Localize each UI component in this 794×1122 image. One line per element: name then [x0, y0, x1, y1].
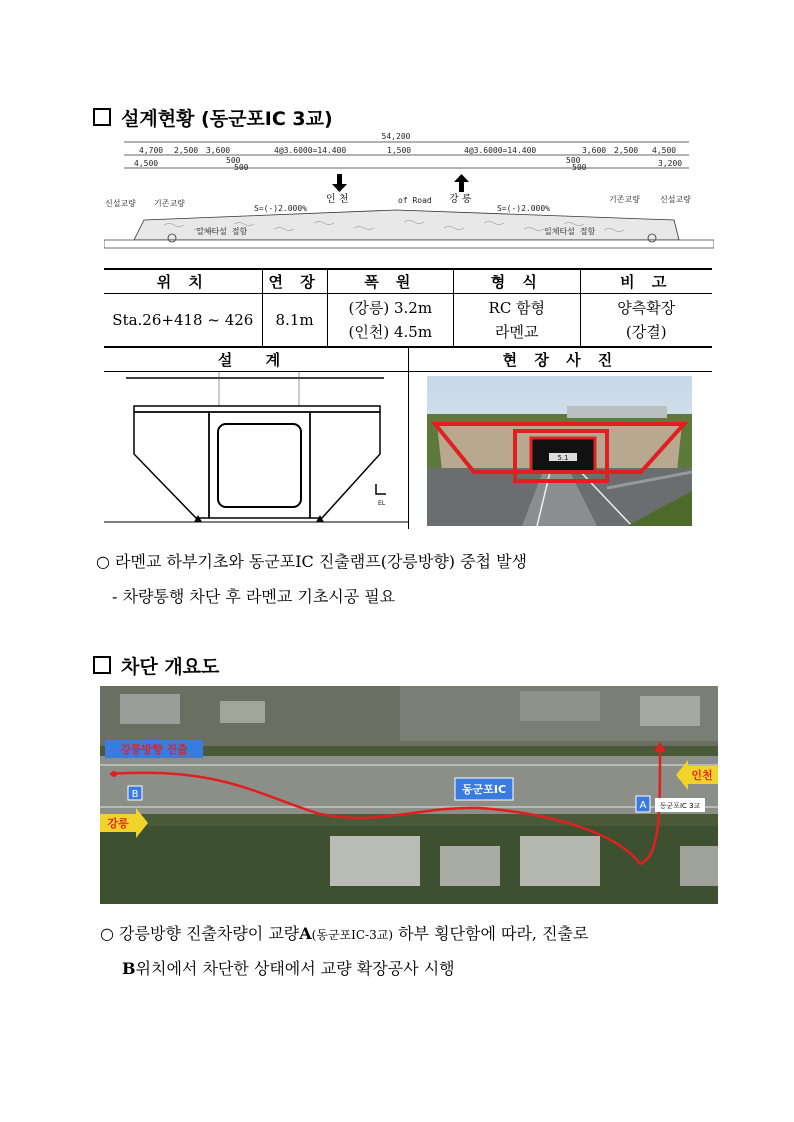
center-of-road: of Road — [398, 196, 432, 205]
cell-location: Sta.26+418 ~ 426 — [104, 294, 262, 348]
dim: 4,500 — [652, 146, 677, 155]
design-label: 설 계 — [217, 351, 295, 369]
header-width: 폭 원 — [327, 269, 454, 294]
label-old-right: 기존교량 — [609, 195, 640, 204]
checkbox-square-icon — [93, 656, 111, 674]
bullet-closure: ○ 강릉방향 진출차량이 교량A(동군포IC-3교) 하부 횡단함에 따라, 진출로 — [100, 924, 589, 943]
header-type: 형 식 — [454, 269, 580, 294]
label-new-right: 신설교량 — [660, 195, 691, 204]
dim: 500 — [234, 163, 249, 172]
header-note: 비 고 — [580, 269, 712, 294]
dim: 3,600 — [582, 146, 607, 155]
cross-section-diagram — [104, 130, 714, 266]
dir-gangneung: 강 릉 — [449, 194, 472, 205]
dim-total: 54,200 — [381, 132, 411, 141]
bullet-closure-line2: B위치에서 차단한 상태에서 교량 확장공사 시행 — [122, 959, 455, 978]
dim: 3,200 — [658, 159, 683, 168]
dim: 4@3.6000=14.400 — [274, 146, 347, 155]
dim: 500 — [226, 156, 241, 165]
arrow-up-icon — [454, 174, 469, 192]
dir-incheon: 인 천 — [326, 194, 349, 205]
photo-sign: 5.1 — [557, 454, 569, 462]
label-ic: 동군포IC — [461, 783, 507, 796]
label-new-left: 신설교량 — [105, 199, 136, 208]
checkbox-square-icon — [93, 108, 111, 126]
dim: 500 — [566, 156, 581, 165]
header-location: 위 치 — [104, 269, 262, 294]
label-old-left: 기존교량 — [154, 199, 185, 208]
dim: 2,500 — [614, 146, 639, 155]
photo-label: 현 장 사 진 — [502, 351, 619, 369]
slope-right: S=(-)2.000% — [497, 204, 550, 213]
cell-width: (강릉) 3.2m (인천) 4.5m — [327, 294, 454, 348]
cut-right: 일체타설 절함 — [544, 227, 596, 236]
spec-table — [104, 268, 712, 348]
aerial-map — [100, 686, 718, 904]
section-title-design: 설계현황 (동군포IC 3교) — [93, 104, 333, 131]
cut-left: 일체타설 절함 — [196, 227, 248, 236]
dim: 4@3.6000=14.400 — [464, 146, 537, 155]
design-photo-header — [104, 347, 712, 372]
marker-b: B — [131, 789, 139, 800]
arrow-down-icon — [332, 174, 347, 192]
dim: 500 — [572, 163, 587, 172]
header-length: 연 장 — [262, 269, 327, 294]
label-incheon: 인천 — [691, 769, 713, 782]
tag-a: 동군포IC 3교 — [659, 802, 701, 810]
section-title-closure: 차단 개요도 — [93, 652, 219, 679]
site-photo — [427, 376, 692, 526]
cell-type: RC 함형 라멘교 — [454, 294, 580, 348]
cell-note: 양측확장 (강결) — [580, 294, 712, 348]
dim: 2,500 — [174, 146, 199, 155]
dim: 4,500 — [134, 159, 159, 168]
design-drawing — [104, 372, 408, 528]
svg-text:EL: EL — [378, 500, 386, 507]
label-exit: 강릉방향 진출 — [120, 743, 188, 756]
slope-left: S=(-)2.000% — [254, 204, 307, 213]
bullet-overlap-sub: - 차량통행 차단 후 라멘교 기초시공 필요 — [112, 587, 396, 606]
dim: 3,600 — [206, 146, 231, 155]
marker-a: A — [639, 800, 647, 811]
cell-length: 8.1m — [262, 294, 327, 348]
label-gangneung: 강릉 — [107, 817, 129, 830]
bullet-overlap: ○ 라멘교 하부기초와 동군포IC 진출램프(강릉방향) 중첩 발생 — [96, 552, 528, 571]
top-dims — [139, 146, 676, 155]
dim: 4,700 — [139, 146, 164, 155]
dim: 1,500 — [387, 146, 412, 155]
